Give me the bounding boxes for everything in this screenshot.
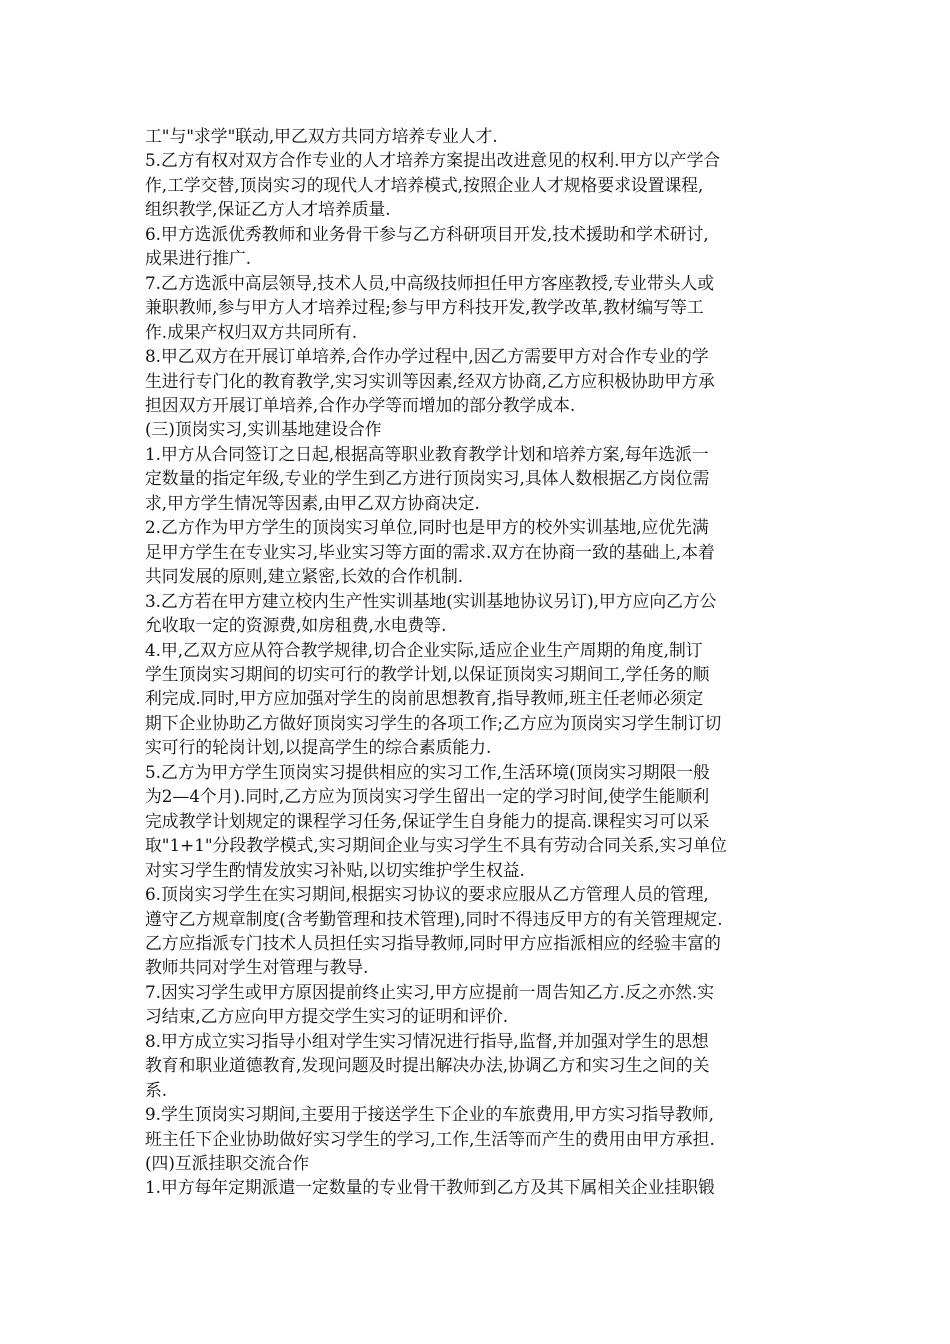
text-line: 教师共同对学生对管理与教导.: [145, 957, 369, 978]
text-line: 实可行的轮岗计划,以提高学生的综合素质能力.: [145, 737, 492, 758]
text-line: 兼职教师,参与甲方人才培养过程;参与甲方科技开发,教学改革,教材编写等工: [145, 297, 704, 318]
text-line: 作,工学交替,顶岗实习的现代人才培养模式,按照企业人才规格要求设置课程,: [145, 174, 704, 195]
text-line: 为2—4个月).同时,乙方应为顶岗实习学生留出一定的学习时间,使学生能顺利: [145, 786, 710, 807]
text-line: 定数量的指定年级,专业的学生到乙方进行顶岗实习,具体人数根据乙方岗位需: [145, 468, 710, 489]
text-line: 5.乙方有权对双方合作专业的人才培养方案提出改进意见的权利.甲方以产学合: [145, 150, 721, 171]
text-line: 4.甲,乙双方应从符合教学规律,切合企业实际,适应企业生产周期的角度,制订: [145, 639, 703, 660]
text-line: 系.: [145, 1079, 168, 1100]
text-line: 共同发展的原则,建立紧密,长效的合作机制.: [145, 566, 464, 587]
text-line: 完成教学计划规定的课程学习任务,保证学生自身能力的提高.课程实习可以采: [145, 810, 710, 831]
text-line: 3.乙方若在甲方建立校内生产性实训基地(实训基地协议另订),甲方应向乙方公: [145, 590, 717, 611]
text-line: 担因双方开展订单培养,合作办学等而增加的部分教学成本.: [145, 394, 576, 415]
text-line: (三)顶岗实习,实训基地建设合作: [145, 419, 382, 440]
document-body: [145, 124, 807, 1200]
text-line: 乙方应指派专门技术人员担任实习指导教师,同时甲方应指派相应的经验丰富的: [145, 932, 721, 953]
text-line: 成果进行推广.: [145, 248, 252, 269]
text-line: 遵守乙方规章制度(含考勤管理和技术管理),同时不得违反甲方的有关管理规定.: [145, 908, 723, 929]
text-line: 8.甲方成立实习指导小组对学生实习情况进行指导,监督,并加强对学生的思想: [145, 1030, 709, 1051]
text-line: 习结束,乙方应向甲方提交学生实习的证明和评价.: [145, 1006, 509, 1027]
text-line: 1.甲方每年定期派遣一定数量的专业骨干教师到乙方及其下属相关企业挂职锻: [145, 1177, 715, 1198]
text-line: 利完成.同时,甲方应加强对学生的岗前思想教育,指导教师,班主任老师必须定: [145, 688, 704, 709]
text-line: 学生顶岗实习期间的切实可行的教学计划,以保证顶岗实习期间工,学任务的顺: [145, 663, 710, 684]
text-line: 足甲方学生在专业实习,毕业实习等方面的需求.双方在协商一致的基础上,本着: [145, 541, 715, 562]
text-line: 组织教学,保证乙方人才培养质量.: [145, 199, 391, 220]
text-line: 8.甲乙双方在开展订单培养,合作办学过程中,因乙方需要甲方对合作专业的学: [145, 346, 709, 367]
text-line: 作.成果产权归双方共同所有.: [145, 321, 358, 342]
text-line: 生进行专门化的教育教学,实习实训等因素,经双方协商,乙方应积极协助甲方承: [145, 370, 715, 391]
text-line: 6.甲方选派优秀教师和业务骨干参与乙方科研项目开发,技术援助和学术研讨,: [145, 223, 709, 244]
text-line: 教育和职业道德教育,发现问题及时提出解决办法,协调乙方和实习生之间的关: [145, 1055, 710, 1076]
text-line: 5.乙方为甲方学生顶岗实习提供相应的实习工作,生活环境(顶岗实习期限一般: [145, 761, 710, 782]
text-line: 工"与"求学"联动,甲乙双方共同方培养专业人才.: [145, 126, 498, 146]
text-line: 求,甲方学生情况等因素,由甲乙双方协商决定.: [145, 492, 480, 513]
text-line: 7.因实习学生或甲方原因提前终止实习,甲方应提前一周告知乙方.反之亦然.实: [145, 981, 715, 1002]
text-line: 取"1+1"分段教学模式,实习期间企业与实习学生不具有劳动合同关系,实习单位: [145, 835, 727, 856]
text-line: (四)互派挂职交流合作: [145, 1153, 310, 1174]
text-line: 1.甲方从合同签订之日起,根据高等职业教育教学计划和培养方案,每年选派一: [145, 443, 709, 464]
text-line: 7.乙方选派中高层领导,技术人员,中高级技师担任甲方客座教授,专业带头人或: [145, 272, 715, 293]
text-line: 班主任下企业协助做好实习学生的学习,工作,生活等而产生的费用由甲方承担.: [145, 1128, 715, 1149]
text-line: 对实习学生酌情发放实习补贴,以切实维护学生权益.: [145, 859, 525, 880]
text-line: 期下企业协助乙方做好顶岗实习学生的各项工作;乙方应为顶岗实习学生制订切: [145, 712, 722, 733]
text-line: 6.顶岗实习学生在实习期间,根据实习协议的要求应服从乙方管理人员的管理,: [145, 884, 709, 905]
text-line: 9.学生顶岗实习期间,主要用于接送学生下企业的车旅费用,甲方实习指导教师,: [145, 1104, 715, 1125]
text-line: 允收取一定的资源费,如房租费,水电费等.: [145, 615, 447, 636]
text-line: 2.乙方作为甲方学生的顶岗实习单位,同时也是甲方的校外实训基地,应优先满: [145, 517, 709, 538]
